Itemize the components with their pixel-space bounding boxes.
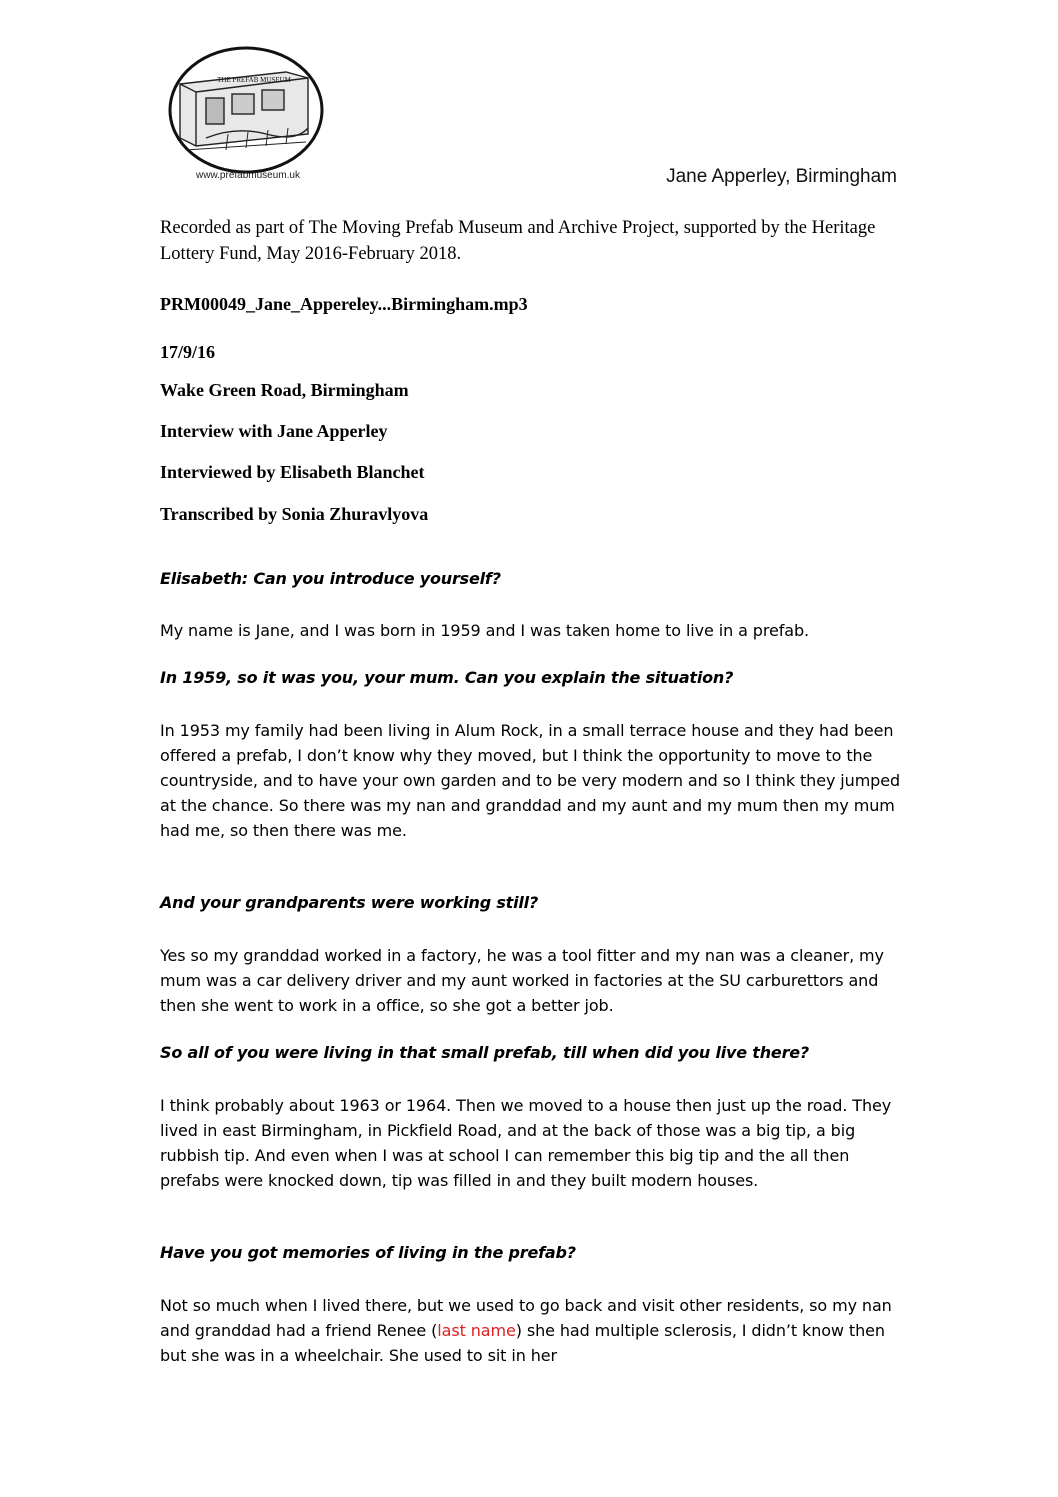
answer-3: Yes so my granddad worked in a factory, he was a tool fitter and my nan was a cleaner, my mum was a car delivery driver and my aunt worked in factories at the SU carburettors and then she went to work in a office, so she got a better job. — [160, 946, 884, 1015]
header-name-place: Jane Apperley, Birmingham — [666, 166, 897, 187]
question-2: In 1959, so it was you, your mum. Can you explain the situation? — [160, 668, 734, 687]
answer-5-text-after: ) she had multiple sclerosis, I didn’t know then but she was in a wheelchair. She used to sit in her — [160, 1321, 885, 1365]
logo-sign-text: THE PREFAB MUSEUM — [217, 76, 291, 84]
question-1: Elisabeth: Can you introduce yourself? — [160, 569, 501, 588]
meta-date: 17/9/16 — [160, 342, 216, 362]
answer-1: My name is Jane, and I was born in 1959 and I was taken home to live in a prefab. — [160, 621, 810, 640]
answer-2: In 1953 my family had been living in Alum Rock, in a small terrace house and they had been offered a prefab, I don’t know why they moved, but I think the opportunity to move to the countryside, and to have your own garden and to be very modern and so I think they jumped at the chance. So there was my nan and granddad and my aunt and my mum then my mum had me, so then there was me. — [160, 721, 901, 840]
question-3: And your grandparents were working still? — [160, 893, 539, 912]
answer-5 — [160, 1293, 905, 1368]
intro-paragraph: Recorded as part of The Moving Prefab Museum and Archive Project, supported by the Heritage Lottery Fund, May 2016-February 2018. — [160, 218, 876, 264]
question-5: Have you got memories of living in the prefab? — [160, 1243, 576, 1262]
meta-location: Wake Green Road, Birmingham — [160, 380, 409, 400]
answer-5-text-before: Not so much when I lived there, but we used to go back and visit other residents, so my nan and granddad had a friend Renee ( — [160, 1296, 892, 1340]
redacted-last-name-note: last name — [437, 1321, 516, 1340]
prefab-museum-logo — [166, 38, 326, 188]
meta-transcribed-by: Transcribed by Sonia Zhuravlyova — [160, 504, 429, 524]
meta-interview-with: Interview with Jane Apperley — [160, 421, 388, 441]
logo-url: www.prefabmuseum.uk — [196, 170, 300, 181]
meta-filename: PRM00049_Jane_Appereley...Birmingham.mp3 — [160, 294, 528, 314]
question-4: So all of you were living in that small prefab, till when did you live there? — [160, 1043, 809, 1062]
meta-interviewed-by: Interviewed by Elisabeth Blanchet — [160, 462, 425, 482]
answer-4: I think probably about 1963 or 1964. Then we moved to a house then just up the road. They lived in east Birmingham, in Pickfield Road, and at the back of those was a big tip, a big rubbish tip. And even when I was at school I can remember this big tip and the all then prefabs were knocked down, tip was filled in and they built modern houses. — [160, 1096, 892, 1190]
